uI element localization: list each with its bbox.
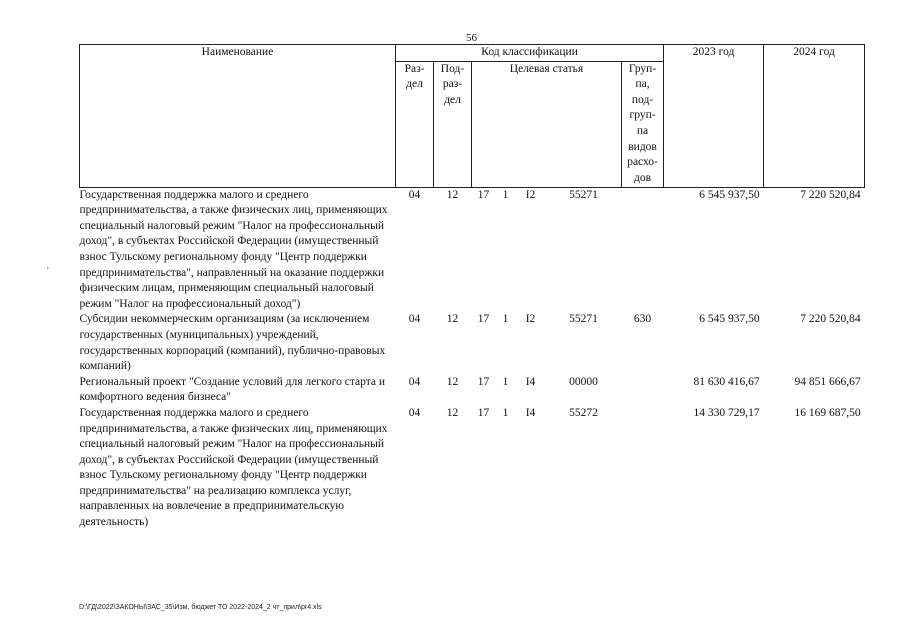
row-subsection: 12	[446, 313, 459, 326]
row-target-event: I2	[525, 313, 536, 326]
page-number: 56	[466, 32, 477, 44]
header-section: Раз- дел	[396, 61, 434, 187]
row-target-event: I2	[525, 188, 536, 201]
row-target-event: I4	[525, 406, 536, 419]
row-target-subprogram: 1	[502, 188, 509, 201]
row-name: Региональный проект "Создание условий для легкого старта и комфортного ведения бизнеса"	[79, 375, 386, 404]
row-name: Государственная поддержка малого и среднего предпринимательства, а также физических лиц, применяющих специальный налоговый режим "Налог на профессиональный доход", в субъектах Российской Федерации (имущественный взнос Тульскому региональному фонду "Центр поддержки предпринимательства", направленный на оказание поддержки физическим лицам, применяющим специальный налоговый режим "Налог на профессиональный доход")	[79, 188, 388, 310]
row-amount-2024: 7 220 520,84	[800, 313, 861, 326]
row-amount-2024: 16 169 687,50	[794, 406, 861, 419]
row-target-program: 17	[477, 188, 490, 201]
row-section: 04	[408, 313, 421, 326]
row-name: Субсидии некоммерческим организациям (за исключением государственных (муниципальных) учреждений, государственных корпораций (компаний), публично-правовых компаний)	[79, 313, 386, 373]
row-amount-2024: 94 851 666,67	[794, 375, 861, 388]
row-target-direction: 00000	[569, 375, 598, 388]
header-classification: Код классификации	[396, 45, 664, 62]
row-expense-group	[622, 406, 664, 531]
row-name: Государственная поддержка малого и среднего предпринимательства, а также физических лиц, применяющих специальный налоговый режим "Налог на профессиональный доход", в субъектах Российской Федерации (имущественный взнос Тульскому региональному фонду "Центр поддержки предпринимательства" на реализацию комплекса услуг, направленных на вовлечение в предпринимательскую деятельность)	[79, 406, 388, 529]
stray-mark: '	[47, 266, 49, 277]
row-target-program: 17	[477, 375, 490, 388]
row-subsection: 12	[446, 406, 459, 419]
table-row	[80, 406, 865, 531]
row-target-subprogram: 1	[502, 375, 509, 388]
row-amount-2024: 7 220 520,84	[800, 188, 861, 201]
row-expense-group	[622, 187, 664, 312]
row-section: 04	[408, 406, 421, 419]
row-amount-2023: 6 545 937,50	[699, 313, 760, 326]
row-section: 04	[408, 188, 421, 201]
row-target-direction: 55271	[569, 188, 598, 201]
row-target-direction: 55271	[569, 313, 598, 326]
row-subsection: 12	[446, 375, 459, 388]
row-expense-group: 630	[633, 313, 652, 326]
row-amount-2023: 14 330 729,17	[693, 406, 760, 419]
row-section: 04	[408, 375, 421, 388]
header-expense-group: Груп- па, под- груп- па видов расхо- дов	[622, 61, 664, 187]
header-subsection: Под- раз- дел	[434, 61, 472, 187]
row-target-program: 17	[477, 406, 490, 419]
budget-table	[79, 44, 865, 531]
header-year-2023: 2023 год	[664, 45, 764, 188]
row-expense-group	[622, 375, 664, 406]
table-row	[80, 187, 865, 312]
row-target-program: 17	[477, 313, 490, 326]
row-amount-2023: 6 545 937,50	[699, 188, 760, 201]
row-target-subprogram: 1	[502, 313, 509, 326]
row-target-subprogram: 1	[502, 406, 509, 419]
header-name: Наименование	[80, 45, 396, 188]
footer-file-path: D:\ГД\2022\ЗАКОНЫ\ЗАС_35\Изм. бюджет ТО 2022-2024_2 чт_прил\pr4.xls	[79, 604, 322, 611]
header-year-2024: 2024 год	[764, 45, 865, 188]
row-target-direction: 55272	[569, 406, 598, 419]
row-target-event: I4	[525, 375, 536, 388]
row-subsection: 12	[446, 188, 459, 201]
header-target-item: Целевая статья	[472, 61, 622, 187]
table-row	[80, 312, 865, 374]
table-row	[80, 375, 865, 406]
row-amount-2023: 81 630 416,67	[693, 375, 760, 388]
